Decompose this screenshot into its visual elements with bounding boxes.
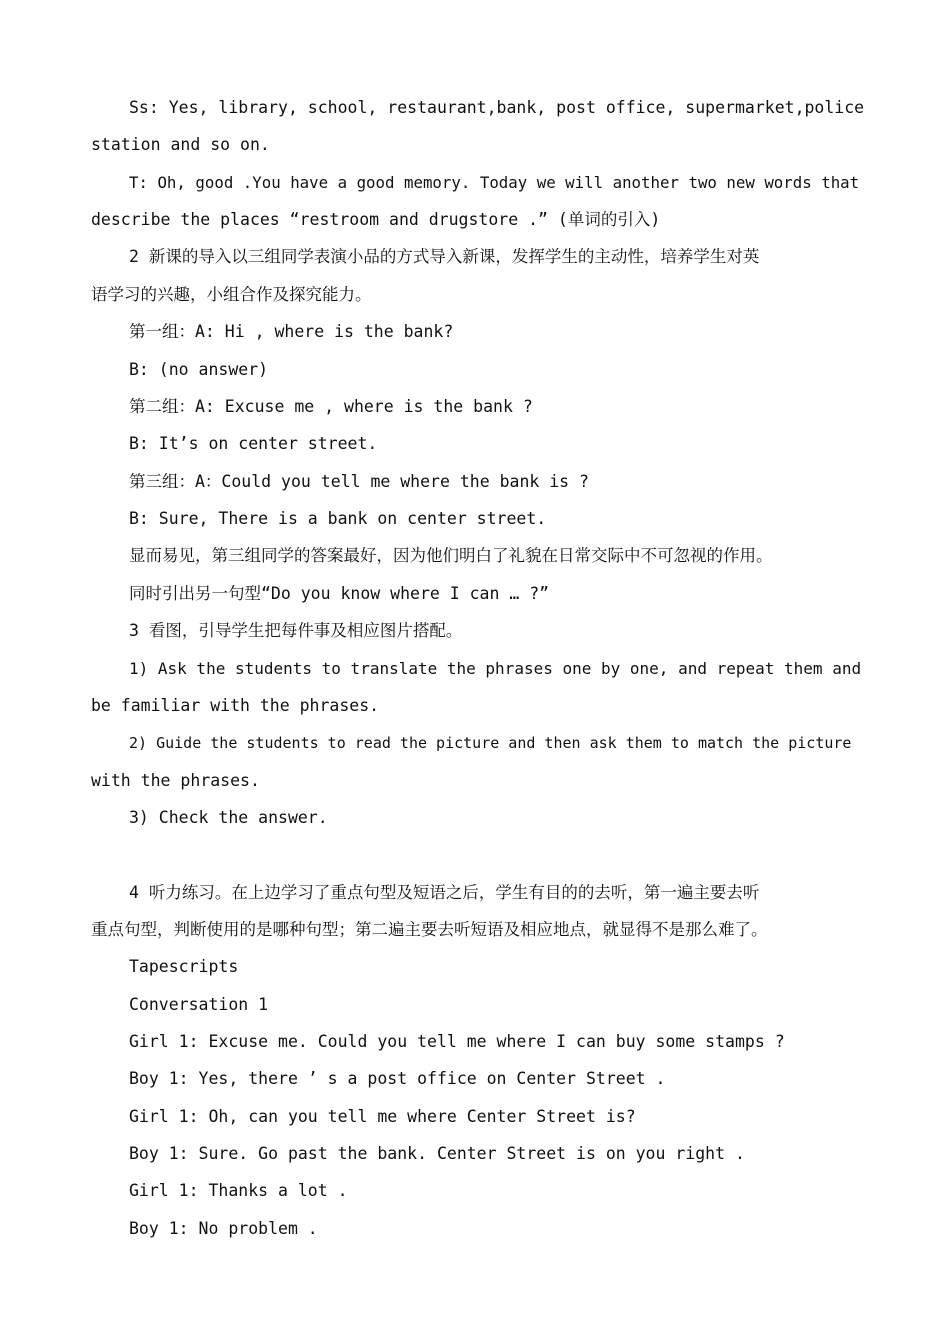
text-line-29: Girl 1: Thanks a lot . [129,1181,348,1200]
text-line-14: 同时引出另一句型“Do you know where I can … ?” [129,584,550,603]
text-line-1 [129,98,865,118]
text-line-4: describe the places “restroom and drugstore .” (单词的引入) [91,210,661,229]
text-line-25: Girl 1: Excuse me. Could you tell me where I can buy some stamps ? [129,1032,785,1051]
text-line-8: B: (no answer) [129,360,269,379]
text-line-18: 2) Guide the students to read the picture and then ask them to match the picture [129,734,852,752]
text-line-20: 3) Check the answer. [129,808,328,827]
text-line-28: Boy 1: Sure. Go past the bank. Center Street is on you right . [129,1144,745,1163]
text-line-13: 显而易见，第三组同学的答案最好，因为他们明白了礼貌在日常交际中不可忽视的作用。 [129,546,773,565]
text-line-7: 第一组：A: Hi , where is the bank? [129,322,454,341]
text-line-12: B: Sure, There is a bank on center street. [129,509,547,528]
text-line-15: 3 看图，引导学生把每件事及相应图片搭配。 [129,621,463,640]
text-line-23: Tapescripts [129,957,239,976]
text-line-10: B: It’s on center street. [129,434,378,453]
text-line-17: be familiar with the phrases. [91,696,380,715]
text-line-22: 重点句型，判断使用的是哪种句型；第二遍主要去听短语及相应地点，就显得不是那么难了。 [91,920,768,939]
text-line-26: Boy 1: Yes, there ’ s a post office on Center Street . [129,1069,666,1088]
text-line-16: 1) Ask the students to translate the phrases one by one, and repeat them and [129,659,862,678]
text-line-11: 第三组：A：Could you tell me where the bank is ? [129,472,589,491]
text-line-6: 语学习的兴趣，小组合作及探究能力。 [91,285,372,304]
text-line-3: T: Oh, good .You have a good memory. Today we will another two new words that [129,173,860,192]
text-line-9: 第二组：A: Excuse me , where is the bank ? [129,397,533,416]
line-content: Ss: Yes, library, school, restaurant,bank, post office, supermarket,police [129,98,865,117]
text-line-30: Boy 1: No problem . [129,1219,318,1238]
text-line-2: station and so on. [91,135,270,154]
text-line-21: 4 听力练习。在上边学习了重点句型及短语之后，学生有目的的去听，第一遍主要去听 [129,883,760,902]
text-line-19: with the phrases. [91,771,260,790]
text-line-27: Girl 1: Oh, can you tell me where Center Street is? [129,1107,636,1126]
text-line-24: Conversation 1 [129,995,269,1014]
text-line-5: 2 新课的导入以三组同学表演小品的方式导入新课，发挥学生的主动性，培养学生对英 [129,247,760,266]
